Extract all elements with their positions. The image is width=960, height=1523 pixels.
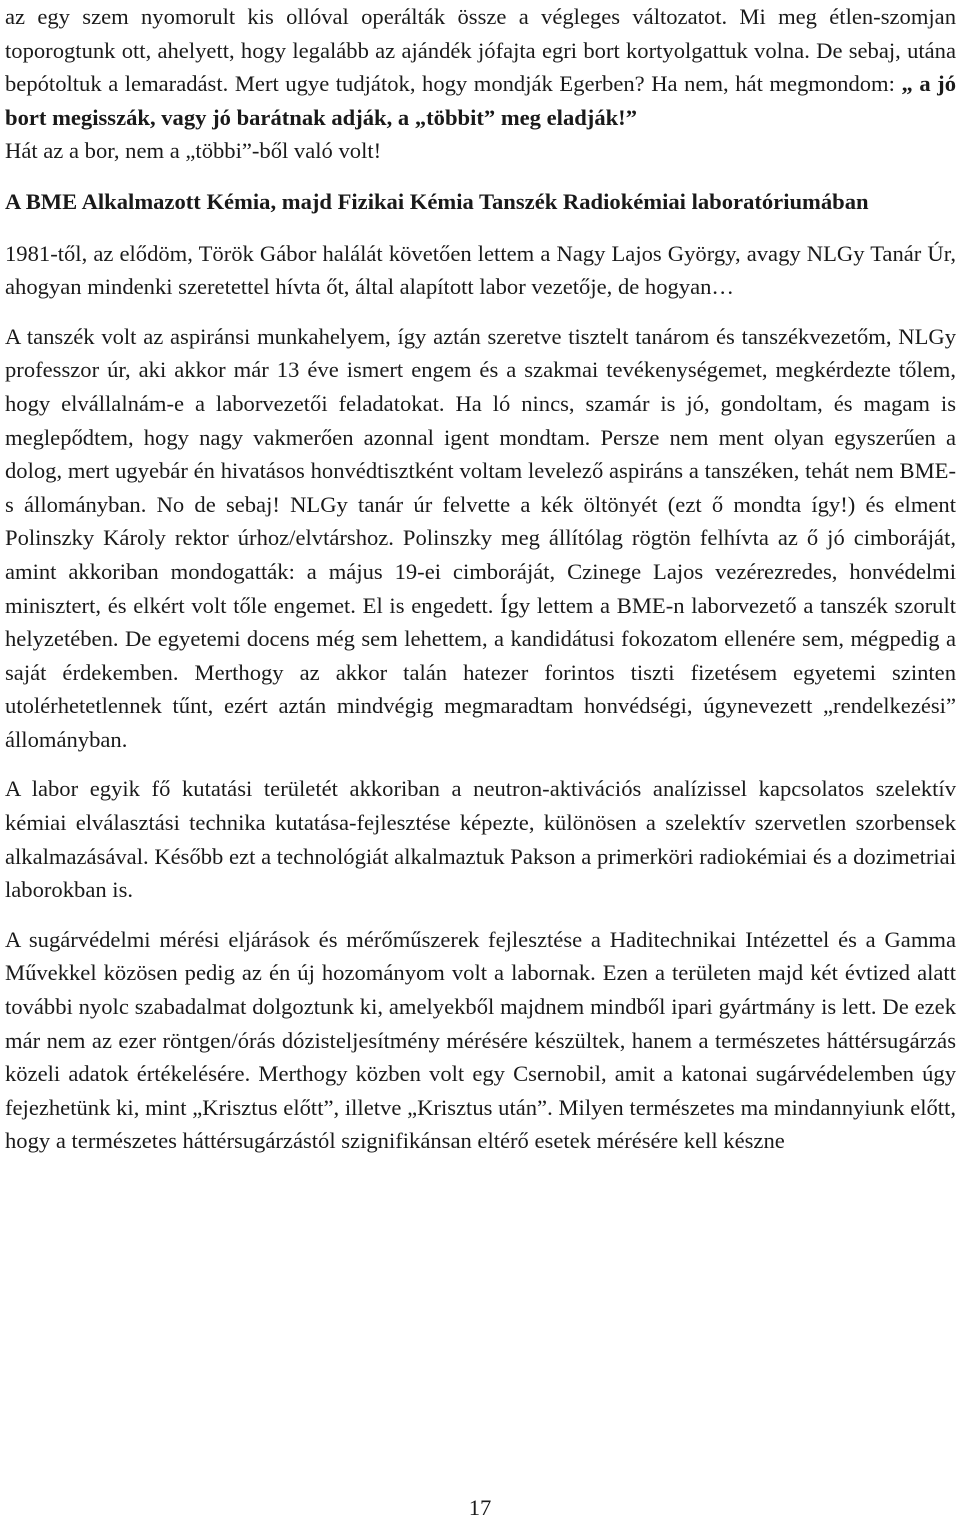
- document-page: [5, 0, 956, 1158]
- anecdote-text: az egy szem nyomorult kis ollóval operálták össze a végleges változatot. Mi meg étlen-szomjan toporogtunk ott, ahelyett, hogy legalább az ajándék jófajta egri bort kortyolgattuk volna. De sebaj, utána bepótoltuk a lemaradást. Mert ugye tudjátok, hogy mondják Egerben? Ha nem, hát megmondom:: [5, 4, 956, 97]
- body-paragraph: A labor egyik fő kutatási területét akkoriban a neutron-aktivációs analízissel kapcsolatos szelektív kémiai elválasztási technika kutatása-fejlesztése képezte, különösen a szelektív szervetlen szorbensek alkalmazásával. Később ezt a technológiát alkalmaztuk Pakson a primerköri radiokémiai és a dozimetriai laborokban is.: [5, 776, 956, 903]
- page-number: 17: [468, 1495, 492, 1520]
- anecdote-paragraph: [5, 0, 956, 134]
- anecdote-closing: Hát az a bor, nem a „többi”-ből való volt!: [5, 138, 382, 164]
- body-paragraph: 1981-től, az elődöm, Török Gábor halálát követően lettem a Nagy Lajos György, avagy NLGy Tanár Úr, ahogyan mindenki szeretettel hívta őt, által alapított labor vezetője, de hogyan…: [5, 240, 956, 300]
- body-paragraph: A sugárvédelmi mérési eljárások és mérőműszerek fejlesztése a Haditechnikai Intézettel és a Gamma Művekkel közösen pedig az én új hozományom volt a labornak. Ezen a területen majd két évtized alatt további nyolc szabadalmat dolgoztunk ki, amelyekből majdnem mindből ipari gyártmány is lett. De ezek már nem az ezer röntgen/órás dózisteljesítmény mérésére készültek, hanem a természetes háttérsugárzás közeli adatok értékelésére. Merthogy közben volt egy Csernobil, amit a katonai sugárvédelemben úgy fejezhetünk ki, mint „Krisztus előtt”, illetve „Krisztus után”. Milyen természetes ma mindannyiunk előtt, hogy a természetes háttérsugárzástól szignifikánsan eltérő esetek mérésére kell készne: [5, 926, 956, 1154]
- section-heading: A BME Alkalmazott Kémia, majd Fizikai Kémia Tanszék Radiokémiai laboratóriumában: [5, 188, 869, 214]
- anecdote-quote: „ a jó bort megisszák, vagy jó barátnak adják, a „többit” meg eladják!”: [5, 71, 956, 130]
- body-paragraph: A tanszék volt az aspiránsi munkahelyem, így aztán szeretve tisztelt tanárom és tanszékvezetőm, NLGy professzor úr, aki akkor már 13 éve ismert engem és a szakmai tevékenységemet, megkérdezte tőlem, hogy elvállalnám-e a laborvezetői feladatokat. Ha ló nincs, szamár is jó, gondoltam, és magam is meglepődtem, hogy nagy vakmerően azonnal igent mondtam. Persze nem ment olyan egyszerűen a dolog, mert ugyebár én hivatásos honvédtisztként voltam levelező aspiráns a tanszéken, tehát nem BME-s állományban. No de sebaj! NLGy tanár úr felvette a kék öltönyét (ezt ő mondta így!) és elment Polinszky Károly rektor úrhoz/elvtárshoz. Polinszky meg állítólag rögtön felhívta az ő jó cimboráját, amint akkoriban mondogatták: a május 19-ei cimboráját, Czinege Lajos vezérezredes, honvédelmi minisztert, és elkért volt tőle engemet. El is engedett. Így lettem a BME-n laborvezető a tanszék szorult helyzetében. De egyetemi docens még sem lehettem, a kandidátusi fokozatom ellenére sem, mégpedig a saját érdekemben. Merthogy az akkor talán hatezer forintos tiszti fizetésem egyetemi szinten utolérhetetlennek tűnt, ezért aztán mindvégig megmaradtam honvédségi, úgynevezett „rendelkezési” állományban.: [5, 323, 956, 752]
